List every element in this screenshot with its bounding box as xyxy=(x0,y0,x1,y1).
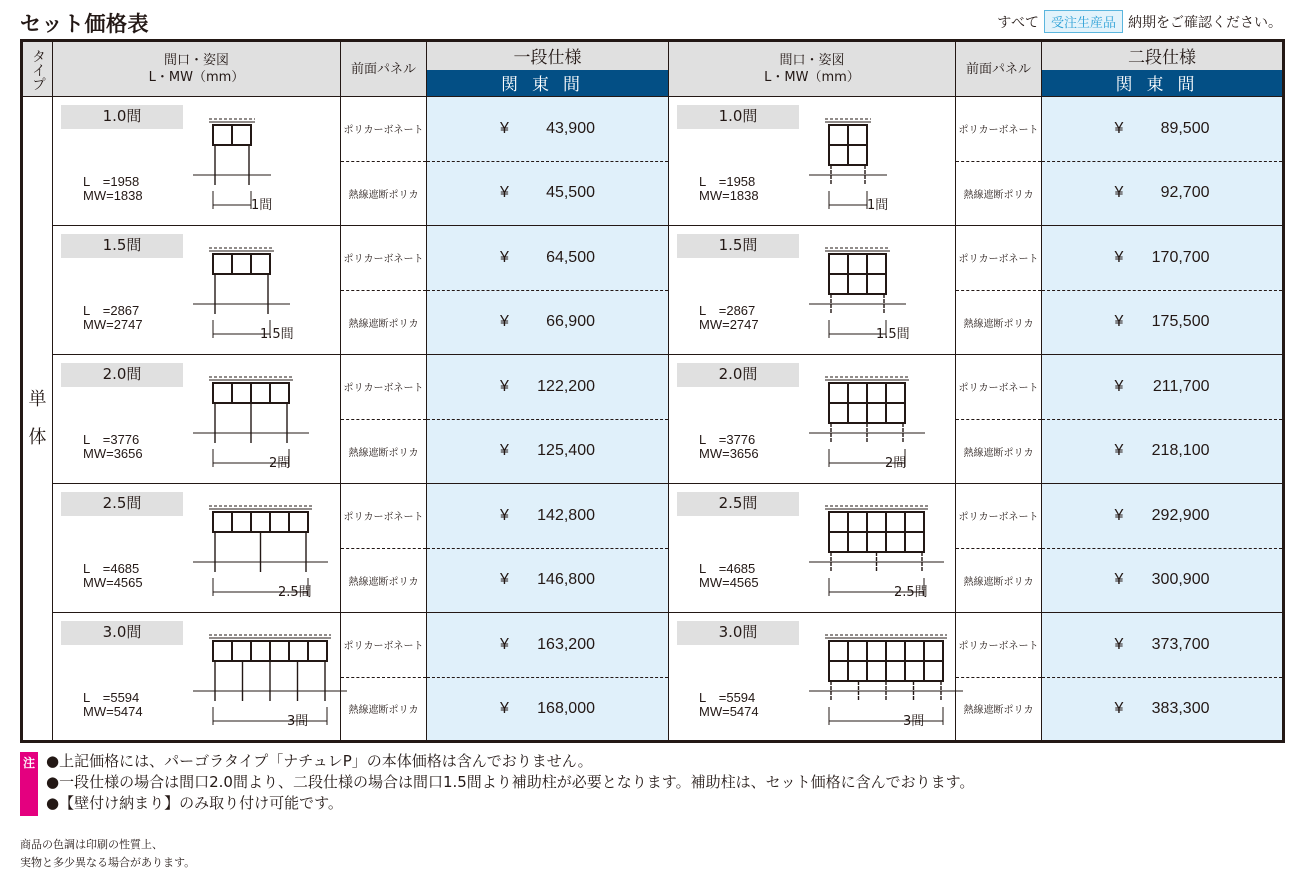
dim-l: L =4685 xyxy=(83,561,140,576)
dim-mw: MW=1838 xyxy=(699,188,759,203)
dim-mw: MW=5474 xyxy=(699,704,759,719)
panel-type: 熱線遮断ポリカ xyxy=(341,419,427,484)
price-double xyxy=(1042,226,1284,291)
price-single xyxy=(427,613,669,678)
dim-l: L =3776 xyxy=(83,432,140,447)
size-cell-double xyxy=(669,97,956,226)
span-label: 2.5間 xyxy=(894,585,928,600)
yen-symbol: ¥ xyxy=(500,699,509,717)
price-amount: 218,100 xyxy=(1151,442,1210,460)
notes-list xyxy=(46,751,974,816)
size-label: 2.5間 xyxy=(677,492,799,516)
span-label: 3間 xyxy=(903,714,925,729)
dim-l: L =2867 xyxy=(83,303,140,318)
notes-section xyxy=(20,752,974,816)
diagram xyxy=(809,238,969,354)
price-amount: 175,500 xyxy=(1151,313,1210,331)
price-double xyxy=(1042,484,1284,549)
dimensions xyxy=(83,175,143,203)
size-cell-single xyxy=(53,613,341,742)
span-label: 3間 xyxy=(287,714,309,729)
price-amount: 66,900 xyxy=(546,313,595,331)
price-double xyxy=(1042,548,1284,613)
span-label: 1間 xyxy=(867,198,889,213)
diagram xyxy=(809,625,969,741)
order-notice xyxy=(997,10,1282,33)
type-char: 単 xyxy=(28,388,47,410)
dim-mw: MW=5474 xyxy=(83,704,143,719)
dim-l: L =5594 xyxy=(83,690,140,705)
panel-type: 熱線遮断ポリカ xyxy=(956,161,1042,226)
diagram xyxy=(193,496,353,612)
panel-type: ポリカーボネート xyxy=(956,355,1042,420)
table-row xyxy=(22,484,1284,549)
panel-type: 熱線遮断ポリカ xyxy=(341,290,427,355)
dimensions xyxy=(699,691,759,719)
diagram xyxy=(809,109,969,225)
span-label: 2間 xyxy=(269,456,291,471)
size-label: 2.0間 xyxy=(61,363,183,387)
dim-mw: MW=2747 xyxy=(83,317,143,332)
diagram xyxy=(193,109,353,225)
price-amount: 122,200 xyxy=(537,377,595,395)
price-single xyxy=(427,677,669,742)
panel-type: ポリカーボネート xyxy=(956,97,1042,162)
price-amount: 92,700 xyxy=(1160,184,1210,202)
price-amount: 146,800 xyxy=(537,571,595,589)
dim-mw: MW=4565 xyxy=(83,575,143,590)
dim-l: L =3776 xyxy=(699,432,756,447)
price-table xyxy=(20,39,1285,743)
yen-symbol: ¥ xyxy=(1114,248,1124,266)
price-amount: 89,500 xyxy=(1160,119,1210,137)
dimensions xyxy=(83,691,143,719)
size-label: 3.0間 xyxy=(61,621,183,645)
pergola-diagram-icon xyxy=(193,109,353,221)
dim-l: L =5594 xyxy=(699,690,756,705)
panel-type: ポリカーボネート xyxy=(956,484,1042,549)
price-amount: 168,000 xyxy=(537,699,595,717)
price-double xyxy=(1042,419,1284,484)
dimensions xyxy=(83,433,143,461)
yen-symbol: ¥ xyxy=(500,635,509,653)
disclaimer-line: 商品の色調は印刷の性質上、 xyxy=(20,838,163,851)
yen-symbol: ¥ xyxy=(1114,313,1124,331)
price-double xyxy=(1042,613,1284,678)
price-amount: 292,900 xyxy=(1151,506,1210,524)
price-double xyxy=(1042,161,1284,226)
pergola-diagram-icon xyxy=(809,625,969,737)
size-label: 1.5間 xyxy=(677,234,799,258)
panel-type: ポリカーボネート xyxy=(341,613,427,678)
yen-symbol: ¥ xyxy=(1114,506,1124,524)
diagram xyxy=(809,367,969,483)
price-amount: 170,700 xyxy=(1151,248,1210,266)
note-item: ●上記価格には、パーゴラタイプ「ナチュレP」の本体価格は含んでおりません。 xyxy=(46,752,593,770)
size-cell-single xyxy=(53,226,341,355)
pergola-diagram-icon xyxy=(809,109,969,221)
note-item: ●一段仕様の場合は間口2.0間より、二段仕様の場合は間口1.5間より補助柱が必要となります。補助柱は、セット価格に含んでおります。 xyxy=(46,773,975,791)
size-label: 2.5間 xyxy=(61,492,183,516)
price-double xyxy=(1042,355,1284,420)
yen-symbol: ¥ xyxy=(500,119,509,137)
pergola-diagram-icon xyxy=(193,496,353,608)
dimensions xyxy=(83,562,143,590)
size-label: 1.0間 xyxy=(677,105,799,129)
spec-header-single: 一段仕様 xyxy=(427,41,669,70)
table-row xyxy=(22,355,1284,420)
table-row xyxy=(22,613,1284,678)
size-cell-single xyxy=(53,97,341,226)
price-amount: 383,300 xyxy=(1151,699,1210,717)
disclaimer-line: 実物と多少異なる場合があります。 xyxy=(20,856,196,869)
dim-mw: MW=3656 xyxy=(699,446,759,461)
yen-symbol: ¥ xyxy=(1114,699,1124,717)
dim-l: L =1958 xyxy=(699,174,756,189)
size-header-line2: L・MW（mm） xyxy=(764,70,860,85)
price-amount: 163,200 xyxy=(537,635,595,653)
dimensions xyxy=(699,433,759,461)
price-single xyxy=(427,226,669,291)
price-amount: 211,700 xyxy=(1152,377,1210,395)
type-cell xyxy=(22,97,53,742)
size-header-line2: L・MW（mm） xyxy=(148,70,245,85)
price-amount: 45,500 xyxy=(546,184,595,202)
panel-type: 熱線遮断ポリカ xyxy=(341,161,427,226)
yen-symbol: ¥ xyxy=(500,571,509,589)
panel-type: 熱線遮断ポリカ xyxy=(341,548,427,613)
dim-mw: MW=2747 xyxy=(699,317,759,332)
size-cell-double xyxy=(669,484,956,613)
yen-symbol: ¥ xyxy=(500,184,509,202)
price-double xyxy=(1042,97,1284,162)
dimensions xyxy=(83,304,143,332)
panel-type: ポリカーボネート xyxy=(341,355,427,420)
dim-l: L =1958 xyxy=(83,174,140,189)
panel-header-single: 前面パネル xyxy=(341,41,427,97)
table-row xyxy=(22,226,1284,291)
panel-type: 熱線遮断ポリカ xyxy=(956,677,1042,742)
size-label: 2.0間 xyxy=(677,363,799,387)
yen-symbol: ¥ xyxy=(500,506,509,524)
panel-type: 熱線遮断ポリカ xyxy=(341,677,427,742)
note-tag: 注 xyxy=(20,752,38,816)
price-single xyxy=(427,290,669,355)
region-header-single: 関東間 xyxy=(427,70,669,97)
price-amount: 43,900 xyxy=(546,119,595,137)
size-header-line1: 間口・姿図 xyxy=(163,53,229,68)
dim-mw: MW=3656 xyxy=(83,446,143,461)
page-title: セット価格表 xyxy=(20,12,149,36)
price-amount: 125,400 xyxy=(537,442,595,460)
price-amount: 373,700 xyxy=(1151,635,1210,653)
panel-type: ポリカーボネート xyxy=(341,97,427,162)
size-cell-double xyxy=(669,355,956,484)
dim-mw: MW=1838 xyxy=(83,188,143,203)
yen-symbol: ¥ xyxy=(500,377,509,395)
price-single xyxy=(427,355,669,420)
span-label: 2間 xyxy=(885,456,907,471)
price-single xyxy=(427,161,669,226)
color-disclaimer xyxy=(20,836,195,872)
yen-symbol: ¥ xyxy=(500,442,509,460)
size-label: 1.5間 xyxy=(61,234,183,258)
table-row xyxy=(22,97,1284,162)
price-amount: 64,500 xyxy=(546,248,595,266)
note-item: ●【壁付け納まり】のみ取り付け可能です。 xyxy=(46,794,343,812)
panel-type: ポリカーボネート xyxy=(956,226,1042,291)
panel-type: ポリカーボネート xyxy=(341,226,427,291)
yen-symbol: ¥ xyxy=(1114,571,1124,589)
type-header: タイプ xyxy=(22,41,53,97)
panel-type: ポリカーボネート xyxy=(341,484,427,549)
size-header-double xyxy=(669,41,956,97)
yen-symbol: ¥ xyxy=(1114,119,1124,137)
spec-header-double: 二段仕様 xyxy=(1042,41,1284,70)
price-single xyxy=(427,97,669,162)
dimensions xyxy=(699,175,759,203)
price-double xyxy=(1042,290,1284,355)
panel-type: 熱線遮断ポリカ xyxy=(956,419,1042,484)
yen-symbol: ¥ xyxy=(1114,635,1124,653)
dimensions xyxy=(699,562,759,590)
diagram xyxy=(193,625,353,741)
size-cell-double xyxy=(669,613,956,742)
yen-symbol: ¥ xyxy=(1114,377,1124,395)
price-single xyxy=(427,419,669,484)
span-label: 2.5間 xyxy=(278,585,312,600)
pergola-diagram-icon xyxy=(809,496,969,608)
span-label: 1.5間 xyxy=(260,327,294,342)
size-cell-double xyxy=(669,226,956,355)
span-label: 1間 xyxy=(251,198,273,213)
yen-symbol: ¥ xyxy=(1114,442,1124,460)
pergola-diagram-icon xyxy=(193,625,353,737)
region-header-double: 関東間 xyxy=(1042,70,1284,97)
yen-symbol: ¥ xyxy=(1114,184,1124,202)
type-char: 体 xyxy=(28,426,47,448)
price-single xyxy=(427,548,669,613)
size-cell-single xyxy=(53,484,341,613)
panel-type: ポリカーボネート xyxy=(956,613,1042,678)
notice-prefix: すべて xyxy=(997,14,1039,31)
size-label: 3.0間 xyxy=(677,621,799,645)
price-amount: 142,800 xyxy=(537,506,595,524)
yen-symbol: ¥ xyxy=(500,313,509,331)
price-single xyxy=(427,484,669,549)
dimensions xyxy=(699,304,759,332)
diagram xyxy=(809,496,969,612)
size-cell-single xyxy=(53,355,341,484)
panel-type: 熱線遮断ポリカ xyxy=(956,548,1042,613)
dim-mw: MW=4565 xyxy=(699,575,759,590)
diagram xyxy=(193,367,353,483)
notice-suffix: 納期をご確認ください。 xyxy=(1128,14,1282,31)
made-to-order-badge: 受注生産品 xyxy=(1044,10,1123,33)
dim-l: L =2867 xyxy=(699,303,756,318)
price-amount: 300,900 xyxy=(1151,571,1210,589)
size-header-single xyxy=(53,41,341,97)
span-label: 1.5間 xyxy=(876,327,910,342)
size-header-line1: 間口・姿図 xyxy=(779,53,845,68)
dim-l: L =4685 xyxy=(699,561,756,576)
panel-header-double: 前面パネル xyxy=(956,41,1042,97)
yen-symbol: ¥ xyxy=(500,248,509,266)
panel-type: 熱線遮断ポリカ xyxy=(956,290,1042,355)
price-double xyxy=(1042,677,1284,742)
size-label: 1.0間 xyxy=(61,105,183,129)
diagram xyxy=(193,238,353,354)
